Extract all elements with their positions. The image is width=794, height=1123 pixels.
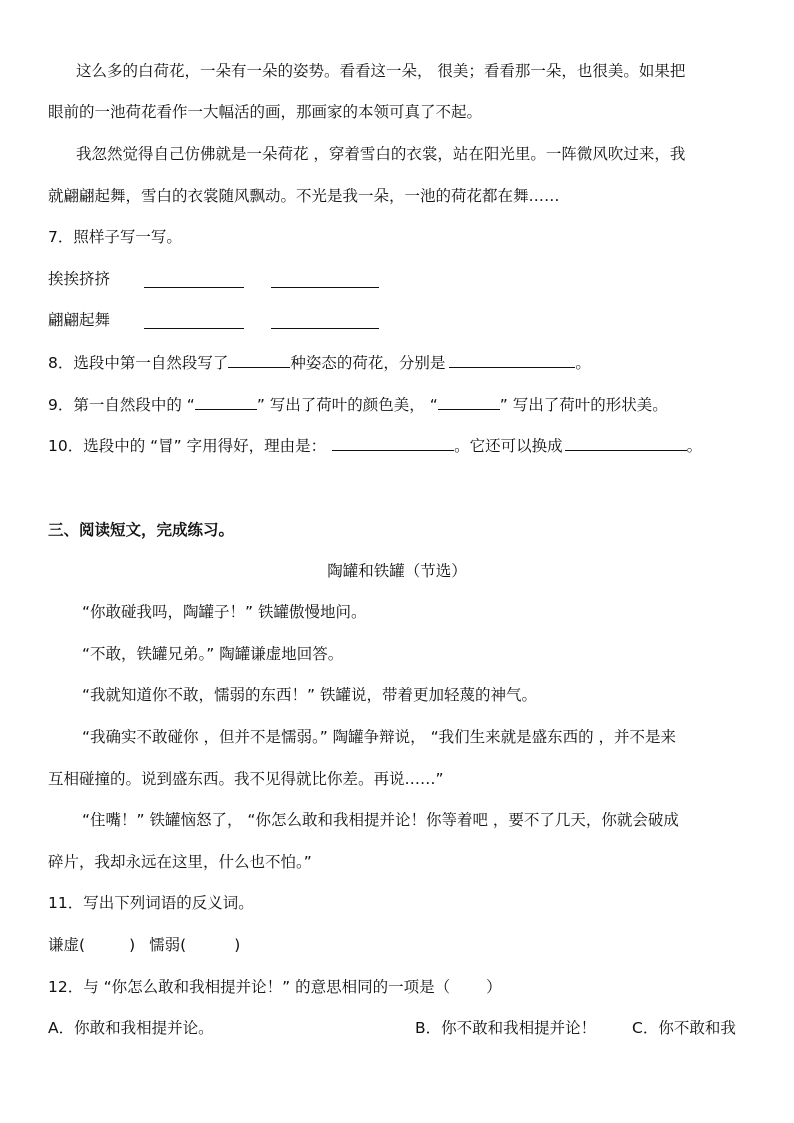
question-10-blank-replacement[interactable] (565, 434, 687, 451)
question-12-option-b[interactable]: B．你不敢和我相提并论！ (415, 1019, 597, 1037)
question-11-word-1: 谦虚( (48, 936, 86, 954)
passage-paragraph-2-line-1: 我忽然觉得自己仿佛就是一朵荷花 ，穿着雪白的衣裳，站在阳光里。一阵微风吹过来，我 (76, 145, 686, 163)
question-7-word-2: 翩翩起舞 (48, 311, 111, 329)
section-3-heading: 三、阅读短文，完成练习。 (48, 521, 235, 539)
story-line-5a: “住嘴！” 铁罐恼怒了， “你怎么敢和我相提并论！你等着吧 ，要不了几天，你就会破成 (82, 811, 679, 829)
question-8-part-2: 种姿态的荷花，分别是 (290, 354, 446, 372)
question-8-blank-list[interactable] (449, 351, 575, 368)
story-line-2: “不敢，铁罐兄弟。” 陶罐谦虚地回答。 (82, 645, 344, 663)
story-line-5b: 碎片，我却永远在这里，什么也不怕。” (48, 853, 312, 871)
question-9-part-3: ” 写出了荷叶的形状美。 (499, 396, 668, 414)
story-line-4b: 互相碰撞的。说到盛东西。我不见得就比你差。再说……” (48, 770, 444, 788)
question-8-part-3: 。 (575, 354, 591, 372)
question-7-answer-blank-1b[interactable] (271, 286, 379, 288)
story-title: 陶罐和铁罐（节选） (327, 562, 467, 580)
question-9 (48, 393, 668, 416)
question-12-stem-close: ） (486, 978, 502, 996)
passage-paragraph-1-line-2: 眼前的一池荷花看作一大幅活的画，那画家的本领可真了不起。 (48, 103, 483, 121)
question-7-answer-blank-2a[interactable] (144, 327, 244, 329)
question-12-option-a[interactable]: A．你敢和我相提并论。 (48, 1019, 214, 1037)
question-7-answer-blank-1a[interactable] (144, 286, 244, 288)
question-8 (48, 351, 591, 374)
question-11-word-2: 懦弱( (149, 936, 187, 954)
question-12-stem: 12．与 “你怎么敢和我相提并论！” 的意思相同的一项是（ (48, 978, 451, 996)
question-7-stem: 7．照样子写一写。 (48, 228, 182, 246)
story-line-4a: “我确实不敢碰你 ，但并不是懦弱。” 陶罐争辩说， “我们生来就是盛东西的 ，并不是来 (82, 728, 677, 746)
question-8-blank-count[interactable] (228, 351, 290, 368)
question-7-answer-blank-2b[interactable] (271, 327, 379, 329)
question-11-word-1-close: ) (129, 936, 136, 954)
question-9-blank-color[interactable] (195, 393, 257, 410)
question-10-part-1: 10．选段中的 “冒” 字用得好，理由是： (48, 437, 327, 455)
question-11-stem: 11．写出下列词语的反义词。 (48, 894, 254, 912)
question-9-part-1: 9．第一自然段中的 “ (48, 396, 195, 414)
question-10-part-2: 。它还可以换成 (454, 437, 563, 455)
story-line-1: “你敢碰我吗，陶罐子！” 铁罐傲慢地问。 (82, 603, 367, 621)
question-7-word-1: 挨挨挤挤 (48, 270, 111, 288)
question-9-part-2: ” 写出了荷叶的颜色美， “ (256, 396, 438, 414)
question-12-stem-line (48, 976, 502, 998)
question-10 (48, 434, 702, 457)
passage-paragraph-1-line-1: 这么多的白荷花，一朵有一朵的姿势。看看这一朵， 很美；看看那一朵，也很美。如果把 (76, 62, 686, 80)
question-11-word-2-close: ) (234, 936, 241, 954)
question-10-blank-reason[interactable] (332, 434, 454, 451)
question-10-part-3: 。 (686, 437, 703, 455)
question-12-option-c[interactable]: C．你不敢和我 (632, 1019, 736, 1037)
question-11-words (48, 934, 240, 956)
story-line-3: “我就知道你不敢，懦弱的东西！” 铁罐说，带着更加轻蔑的神气。 (82, 686, 537, 704)
question-8-part-1: 8．选段中第一自然段写了 (48, 354, 229, 372)
question-9-blank-shape[interactable] (438, 393, 500, 410)
passage-paragraph-2-line-2: 就翩翩起舞，雪白的衣裳随风飘动。不光是我一朵，一池的荷花都在舞…… (48, 187, 560, 205)
